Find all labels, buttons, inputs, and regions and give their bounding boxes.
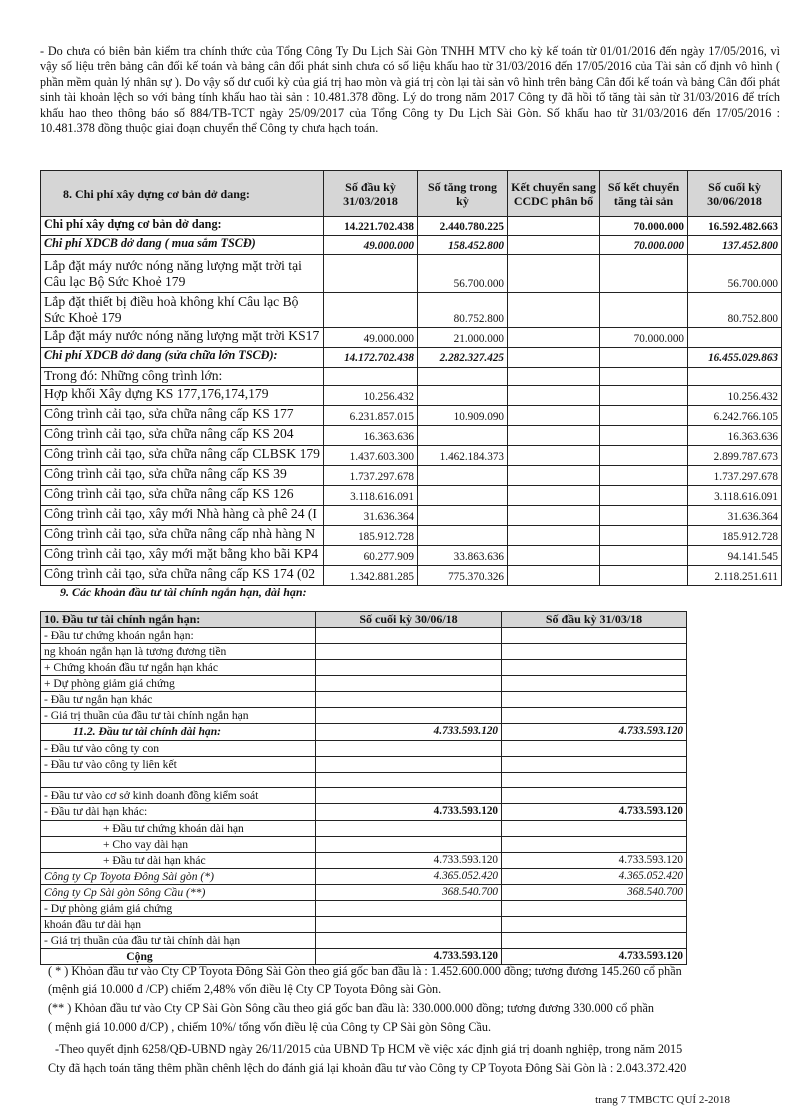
table-row [41,788,687,804]
row-label: Công trình cải tạo, sửa chữa nâng cấp KS 204 [41,425,324,445]
cell-value: 3.118.616.091 [324,485,418,505]
row-label: + Chứng khoán đầu tư ngắn hạn khác [41,660,316,676]
note-line: (mệnh giá 10.000 đ /CP) chiếm 2,48% vốn điều lệ Cty CP Toyota Đông sài Gòn. [48,982,442,996]
cell-value: 1.342.881.285 [324,565,418,585]
cell-value: 94.141.545 [688,545,782,565]
cell-value: 49.000.000 [324,328,418,348]
header-cell: Số cuối kỳ 30/06/2018 [688,171,782,217]
cell-value [688,367,782,385]
cell-value: 10.256.432 [688,385,782,405]
row-label [41,773,316,788]
cell-value: 4.733.593.120 [502,724,687,741]
page-footer: trang 7 TMBCTC QUÍ 2-2018 [595,1094,730,1106]
table-row [41,217,782,236]
cell-value: 31.636.364 [324,505,418,525]
intro-paragraph: - Do chưa có biên bản kiểm tra chính thức của Tổng Công Ty Du Lịch Sài Gòn TNHH MTV cho kỳ kế toán từ 01/01/2016 đến ngày 17/05/2016, vì vậy số liệu trên bảng cân đối kế toán và bảng cân đối phát sinh chưa có số liệu khấu hao từ 31/03/2016 đến 17/05/2016 của Tài sản cố định vô hình ( phần mềm quản lý nhân sự ). Do vậy số dư cuối kỳ của giá trị hao mòn và giá trị còn lại tài sản vô hình trên bảng Cân đối kế toán và bảng Cân đối phát sinh tài khoản lệch so với bảng tính khấu hao tài sản : 10.481.378 đồng. Lý do trong năm 2017 Công ty đã hồi tố tăng tài sản từ 31/03/2016 để trích khấu hao theo thông báo số 884/TB-TCT ngày 25/09/2017 của Tổng Công ty Du Lịch Sài Gòn. Số khấu hao từ 31/03/2016 đến 17/05/2016 : 10.481.378 đồng thuộc giai đoạn chuyển thể Công ty chưa hạch toán. [40,44,780,136]
cell-value: 49.000.000 [324,236,418,255]
cell-value: 3.118.616.091 [688,485,782,505]
cell-value [508,348,600,367]
cell-value [508,505,600,525]
cell-value: 14.172.702.438 [324,348,418,367]
cell-value [600,505,688,525]
cell-value: 158.452.800 [418,236,508,255]
table-row [41,741,687,757]
table-row [41,425,782,445]
cell-value: 10.909.090 [418,405,508,425]
row-label: Công trình cải tạo, sửa chữa nâng cấp KS 39 [41,465,324,485]
cell-value: 16.363.636 [324,425,418,445]
row-label: + Đầu tư dài hạn khác [41,853,316,869]
row-label: Công ty Cp Toyota Đông Sài gòn (*) [41,869,316,885]
cell-value: 70.000.000 [600,236,688,255]
cell-value: 21.000.000 [418,328,508,348]
row-label: - Đầu tư vào công ty con [41,741,316,757]
note-line: Cty đã hạch toán tăng thêm phần chênh lệch do đánh giá lại khoản đầu tư vào Công ty CP Toyota Đông Sài Gòn là : 2.043.372.420 [48,1061,687,1075]
table-row [41,328,782,348]
table-row [41,293,782,328]
row-label: khoán đầu tư dài hạn [41,917,316,933]
cell-value: 4.365.052.420 [502,869,687,885]
row-label: Cộng [41,949,316,965]
cell-value [502,788,687,804]
row-label: Hợp khối Xây dựng KS 177,176,174,179 [41,385,324,405]
cell-value [600,367,688,385]
row-label: + Dự phòng giảm giá chứng [41,676,316,692]
table-row [41,804,687,821]
row-label: - Dự phòng giảm giá chứng [41,901,316,917]
cell-value [508,367,600,385]
cell-value [502,757,687,773]
cell-value: 31.636.364 [688,505,782,525]
cell-value [600,545,688,565]
note-line: (** ) Khỏan đầu tư vào Cty CP Sài Gòn Sông cầu theo giá gốc ban đầu là: 330.000.000 đồng; tương đương 330.000 cổ phần [48,1001,655,1015]
cell-value: 2.899.787.673 [688,445,782,465]
cell-value [316,917,502,933]
row-label: Công trình cải tạo, sửa chữa nâng cấp KS 174 (02 [41,565,324,585]
table-row [41,853,687,869]
table-row [41,385,782,405]
cell-value: 80.752.800 [688,293,782,328]
cell-value [316,933,502,949]
table-row [41,255,782,293]
cell-value [600,465,688,485]
cell-value [600,525,688,545]
table-row [41,885,687,901]
cell-value [316,676,502,692]
row-label: Chi phí XDCB dở dang ( mua sắm TSCĐ) [41,236,324,255]
financial-investment-table [40,611,687,965]
cell-value: 70.000.000 [600,217,688,236]
cell-value: 1.737.297.678 [324,465,418,485]
note-line: ( * ) Khỏan đầu tư vào Cty CP Toyota Đông Sài Gòn theo giá gốc ban đầu là : 1.452.600.000 đồng; tương đương 145.260 cổ phần [48,964,682,978]
cell-value [508,425,600,445]
cell-value [316,757,502,773]
cell-value [324,293,418,328]
cell-value [600,445,688,465]
cell-value [502,917,687,933]
cell-value: 137.452.800 [688,236,782,255]
cell-value: 14.221.702.438 [324,217,418,236]
cell-value: 4.365.052.420 [316,869,502,885]
cell-value [418,465,508,485]
table-row [41,236,782,255]
cell-value [600,425,688,445]
row-label: - Giá trị thuần của đầu tư tài chính ngắn hạn [41,708,316,724]
row-label: + Cho vay dài hạn [41,837,316,853]
cell-value [502,692,687,708]
cell-value [600,385,688,405]
cell-value: 70.000.000 [600,328,688,348]
header-cell: Kết chuyển sang CCDC phân bổ [508,171,600,217]
row-label: Trong đó: Những công trình lớn: [41,367,324,385]
row-label: + Đầu tư chứng khoán dài hạn [41,821,316,837]
row-label: - Đầu tư chứng khoán ngắn hạn: [41,628,316,644]
cell-value [502,773,687,788]
cell-value: 1.437.603.300 [324,445,418,465]
cell-value [502,821,687,837]
table-row [41,724,687,741]
row-label: 11.2. Đầu tư tài chính dài hạn: [41,724,316,741]
table-row [41,348,782,367]
row-label: Lắp đặt máy nước nóng năng lượng mặt trời KS17 [41,328,324,348]
table-row [41,933,687,949]
cell-value [502,676,687,692]
cell-value [502,837,687,853]
table-row [41,692,687,708]
cell-value [316,628,502,644]
table-row [41,708,687,724]
cell-value [502,628,687,644]
table-row [41,676,687,692]
cell-value: 368.540.700 [502,885,687,901]
cell-value: 185.912.728 [324,525,418,545]
cell-value [418,505,508,525]
cell-value [508,255,600,293]
cell-value [418,367,508,385]
row-label: - Đầu tư ngắn hạn khác [41,692,316,708]
row-label: - Giá trị thuần của đầu tư tài chính dài hạn [41,933,316,949]
header-cell: Số tăng trong kỳ [418,171,508,217]
cell-value: 16.592.482.663 [688,217,782,236]
cell-value: 1.737.297.678 [688,465,782,485]
cell-value: 6.242.766.105 [688,405,782,425]
header-cell: 8. Chi phí xây dựng cơ bản dở dang: [41,171,324,217]
table-row [41,869,687,885]
cell-value [508,385,600,405]
table-row [41,821,687,837]
cell-value: 1.462.184.373 [418,445,508,465]
cell-value [324,367,418,385]
note-line: -Theo quyết định 6258/QĐ-UBND ngày 26/11/2015 của UBND Tp HCM về việc xác định giá trị doanh nghiệp, trong năm 2015 [55,1042,683,1056]
header-cell: Số đầu kỳ 31/03/2018 [324,171,418,217]
cell-value: 56.700.000 [418,255,508,293]
table-total-row [41,949,687,965]
cell-value [688,328,782,348]
cell-value: 2.118.251.611 [688,565,782,585]
cell-value [316,741,502,757]
cell-value [508,293,600,328]
row-label: Lắp đặt máy nước nóng năng lượng mặt trời tại Câu lạc Bộ Sức Khoẻ 179 [41,255,324,293]
table-row [41,901,687,917]
table-row [41,405,782,425]
table-row [41,757,687,773]
table-row [41,485,782,505]
cell-value: 33.863.636 [418,545,508,565]
table-row [41,565,782,585]
cell-value [418,525,508,545]
cell-value [502,644,687,660]
cell-value [418,425,508,445]
cell-value: 60.277.909 [324,545,418,565]
cell-value [508,236,600,255]
cell-value: 185.912.728 [688,525,782,545]
note-line: ( mệnh giá 10.000 đ/CP) , chiếm 10%/ tổng vốn điều lệ của Công ty CP Sài gòn Sông Cầu. [48,1020,492,1034]
row-label: Công trình cải tạo, xây mới Nhà hàng cà phê 24 (I [41,505,324,525]
cell-value [316,837,502,853]
cell-value [316,821,502,837]
table-header-row [41,171,782,217]
row-label: Công trình cải tạo, sửa chữa nâng cấp KS 177 [41,405,324,425]
header-cell: 10. Đầu tư tài chính ngắn hạn: [41,612,316,628]
cell-value: 6.231.857.015 [324,405,418,425]
cell-value [418,385,508,405]
cell-value [324,255,418,293]
cell-value [508,525,600,545]
cell-value [316,901,502,917]
cell-value [502,708,687,724]
cell-value [316,708,502,724]
row-label: Công trình cải tạo, sửa chữa nâng cấp nhà hàng N [41,525,324,545]
table-row [41,545,782,565]
cell-value [418,485,508,505]
cell-value [316,660,502,676]
cell-value: 10.256.432 [324,385,418,405]
table-row [41,837,687,853]
cell-value [600,255,688,293]
cell-value: 4.733.593.120 [502,853,687,869]
row-label: - Đầu tư vào công ty liên kết [41,757,316,773]
cell-value: 56.700.000 [688,255,782,293]
construction-in-progress-table [40,170,782,586]
cell-value: 2.440.780.225 [418,217,508,236]
table-header-row [41,612,687,628]
cell-value: 2.282.327.425 [418,348,508,367]
cell-value: 368.540.700 [316,885,502,901]
row-label: - Đầu tư vào cơ sở kinh doanh đồng kiểm soát [41,788,316,804]
cell-value [502,741,687,757]
cell-value [316,692,502,708]
cell-value: 80.752.800 [418,293,508,328]
row-label: Công ty Cp Sài gòn Sông Cầu (**) [41,885,316,901]
cell-value [600,293,688,328]
header-cell: Số đầu kỳ 31/03/18 [502,612,687,628]
cell-value: 4.733.593.120 [502,949,687,965]
cell-value [600,348,688,367]
table-row [41,445,782,465]
table-row [41,917,687,933]
table-row [41,525,782,545]
cell-value [508,545,600,565]
cell-value [508,485,600,505]
row-label: Chi phí xây dựng cơ bản dở dang: [41,217,324,236]
table-row [41,660,687,676]
cell-value [316,644,502,660]
row-label: Công trình cải tạo, sửa chữa nâng cấp CLBSK 179 [41,445,324,465]
row-label: ng khoán ngắn hạn là tương đương tiền [41,644,316,660]
cell-value: 16.363.636 [688,425,782,445]
cell-value [502,901,687,917]
cell-value [508,565,600,585]
header-cell: Số cuối kỳ 30/06/18 [316,612,502,628]
cell-value [508,445,600,465]
cell-value [600,565,688,585]
cell-value [316,788,502,804]
cell-value: 4.733.593.120 [502,804,687,821]
table-row [41,628,687,644]
cell-value [502,933,687,949]
cell-value [316,773,502,788]
table-row [41,465,782,485]
cell-value: 775.370.326 [418,565,508,585]
table-row [41,773,687,788]
cell-value: 16.455.029.863 [688,348,782,367]
section-9-title: 9. Các khoản đầu tư tài chính ngắn hạn, dài hạn: [60,585,307,599]
cell-value [600,485,688,505]
table-row [41,505,782,525]
cell-value [502,660,687,676]
table-row [41,367,782,385]
table-row [41,644,687,660]
row-label: Công trình cải tạo, sửa chữa nâng cấp KS 126 [41,485,324,505]
cell-value [508,465,600,485]
row-label: - Đầu tư dài hạn khác: [41,804,316,821]
row-label: Lắp đặt thiết bị điều hoà không khí Câu lạc Bộ Sức Khoẻ 179 [41,293,324,328]
cell-value [600,405,688,425]
cell-value: 4.733.593.120 [316,853,502,869]
row-label: Chi phí XDCB dở dang (sửa chữa lớn TSCĐ): [41,348,324,367]
cell-value: 4.733.593.120 [316,724,502,741]
row-label: Công trình cải tạo, xây mới mặt bằng kho bãi KP4 [41,545,324,565]
cell-value: 4.733.593.120 [316,949,502,965]
cell-value [508,328,600,348]
cell-value [508,217,600,236]
cell-value [508,405,600,425]
cell-value: 4.733.593.120 [316,804,502,821]
header-cell: Số kết chuyển tăng tài sản [600,171,688,217]
